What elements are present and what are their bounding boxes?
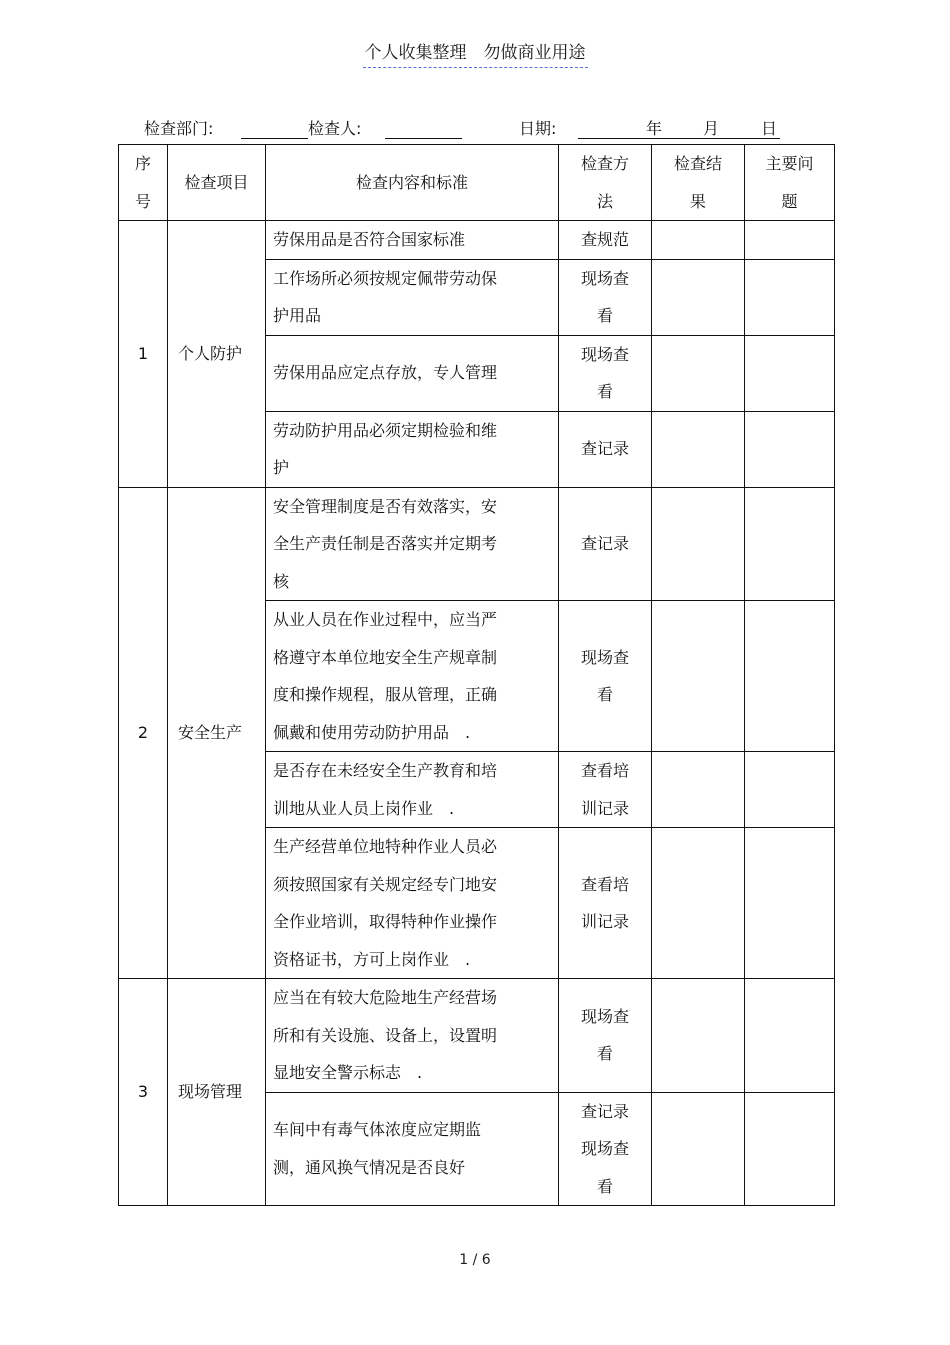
method-line: 训记录	[580, 798, 629, 818]
method-cell	[559, 752, 652, 828]
content-line: 度和操作规程，服从管理，正确	[273, 685, 498, 704]
content-line: 佩戴和使用劳动防护用品 .	[273, 722, 471, 742]
problem-cell[interactable]	[745, 487, 835, 601]
method-line: 看	[596, 382, 613, 401]
header-title: 个人收集整理 勿做商业用途	[363, 38, 588, 68]
problem-cell[interactable]	[745, 601, 835, 752]
item-cell: 现场管理	[168, 979, 266, 1206]
item-cell: 个人防护	[168, 221, 266, 488]
header-problem: 主要问 题	[745, 145, 835, 221]
content-line: 护	[273, 458, 290, 477]
content-cell	[266, 487, 559, 601]
content-line: 格遵守本单位地安全生产规章制	[273, 647, 498, 667]
result-cell[interactable]	[652, 752, 745, 828]
content-cell	[266, 221, 559, 260]
info-line	[0, 116, 950, 144]
table-row	[119, 979, 835, 1093]
dept-label: 检查部门:	[144, 119, 214, 138]
problem-cell[interactable]	[745, 979, 835, 1093]
result-cell[interactable]	[652, 979, 745, 1093]
content-line: 是否存在未经安全生产教育和培	[273, 761, 498, 780]
method-line: 查规范	[580, 230, 629, 249]
method-cell	[559, 487, 652, 601]
seq-cell: 1	[119, 221, 168, 488]
header-result: 检查结 果	[652, 145, 745, 221]
content-line: 工作场所必须按规定佩带劳动保	[273, 268, 498, 288]
method-cell	[559, 221, 652, 260]
problem-cell[interactable]	[745, 259, 835, 335]
method-line: 查记录	[580, 1101, 629, 1121]
content-cell	[266, 979, 559, 1093]
inspector-field[interactable]	[385, 116, 462, 139]
content-line: 劳保用品是否符合国家标准	[273, 230, 466, 249]
result-cell[interactable]	[652, 1092, 745, 1206]
result-cell[interactable]	[652, 487, 745, 601]
method-line: 看	[596, 306, 613, 325]
method-line: 查看培	[580, 761, 629, 780]
content-cell	[266, 259, 559, 335]
content-line: 须按照国家有关规定经专门地安	[273, 874, 498, 894]
method-line: 现场查	[580, 268, 629, 288]
method-line: 查记录	[580, 439, 629, 459]
method-line: 查记录	[580, 534, 629, 553]
method-cell	[559, 828, 652, 979]
content-line: 核	[273, 571, 290, 591]
result-cell[interactable]	[652, 828, 745, 979]
inspector-label: 检查人:	[308, 119, 362, 138]
day-label: 日	[761, 119, 778, 138]
method-cell	[559, 259, 652, 335]
problem-cell[interactable]	[745, 828, 835, 979]
content-cell	[266, 1092, 559, 1206]
method-line: 看	[596, 1044, 613, 1064]
content-line: 护用品	[273, 306, 322, 325]
table-row	[119, 487, 835, 601]
header-item: 检查项目	[168, 145, 266, 221]
content-line: 全生产责任制是否落实并定期考	[273, 534, 498, 553]
result-cell[interactable]	[652, 259, 745, 335]
content-line: 车间中有毒气体浓度应定期监	[273, 1120, 482, 1140]
problem-cell[interactable]	[745, 1092, 835, 1206]
method-line: 现场查	[580, 647, 629, 667]
content-line: 训地从业人员上岗作业 .	[273, 798, 455, 818]
result-cell[interactable]	[652, 601, 745, 752]
method-line: 训记录	[580, 912, 629, 931]
method-line: 现场查	[580, 1139, 629, 1158]
result-cell[interactable]	[652, 411, 745, 487]
date-label: 日期:	[519, 119, 557, 138]
date-field[interactable]	[578, 116, 780, 139]
content-line: 安全管理制度是否有效落实，安	[273, 496, 498, 516]
table-body	[119, 221, 835, 1206]
content-line: 所和有关设施、设备上，设置明	[273, 1025, 498, 1045]
month-label: 月	[703, 119, 720, 138]
content-line: 测，通风换气情况是否良好	[273, 1157, 466, 1177]
problem-cell[interactable]	[745, 411, 835, 487]
content-cell	[266, 828, 559, 979]
content-line: 从业人员在作业过程中，应当严	[273, 610, 498, 629]
content-cell	[266, 752, 559, 828]
content-cell	[266, 411, 559, 487]
content-line: 劳动防护用品必须定期检验和维	[273, 420, 498, 440]
method-cell	[559, 979, 652, 1093]
method-line: 现场查	[580, 344, 629, 364]
content-line: 全作业培训，取得特种作业操作	[273, 912, 498, 931]
problem-cell[interactable]	[745, 335, 835, 411]
inspection-table	[118, 144, 835, 1206]
method-cell	[559, 411, 652, 487]
method-cell	[559, 601, 652, 752]
content-line: 生产经营单位地特种作业人员必	[273, 837, 498, 856]
seq-cell: 3	[119, 979, 168, 1206]
method-line: 看	[596, 685, 613, 704]
table-header-row	[119, 145, 835, 221]
content-line: 资格证书，方可上岗作业 .	[273, 949, 471, 969]
seq-cell: 2	[119, 487, 168, 979]
header-content: 检查内容和标准	[266, 145, 559, 221]
page-header	[0, 38, 950, 68]
result-cell[interactable]	[652, 335, 745, 411]
method-cell	[559, 1092, 652, 1206]
year-label: 年	[646, 119, 663, 138]
content-line: 显地安全警示标志 .	[273, 1063, 423, 1082]
content-cell	[266, 601, 559, 752]
method-line: 看	[596, 1176, 613, 1196]
content-line: 劳保用品应定点存放，专人管理	[273, 363, 498, 383]
problem-cell[interactable]	[745, 752, 835, 828]
header-seq: 序 号	[119, 145, 168, 221]
method-line: 查看培	[580, 874, 629, 894]
dept-field[interactable]	[241, 116, 308, 139]
page-number: 1 / 6	[459, 1252, 491, 1268]
content-line: 应当在有较大危险地生产经营场	[273, 988, 498, 1007]
table-row	[119, 221, 835, 260]
problem-cell[interactable]	[745, 221, 835, 260]
result-cell[interactable]	[652, 221, 745, 260]
item-cell: 安全生产	[168, 487, 266, 979]
method-cell	[559, 335, 652, 411]
method-line: 现场查	[580, 1006, 629, 1026]
content-cell	[266, 335, 559, 411]
header-method: 检查方 法	[559, 145, 652, 221]
